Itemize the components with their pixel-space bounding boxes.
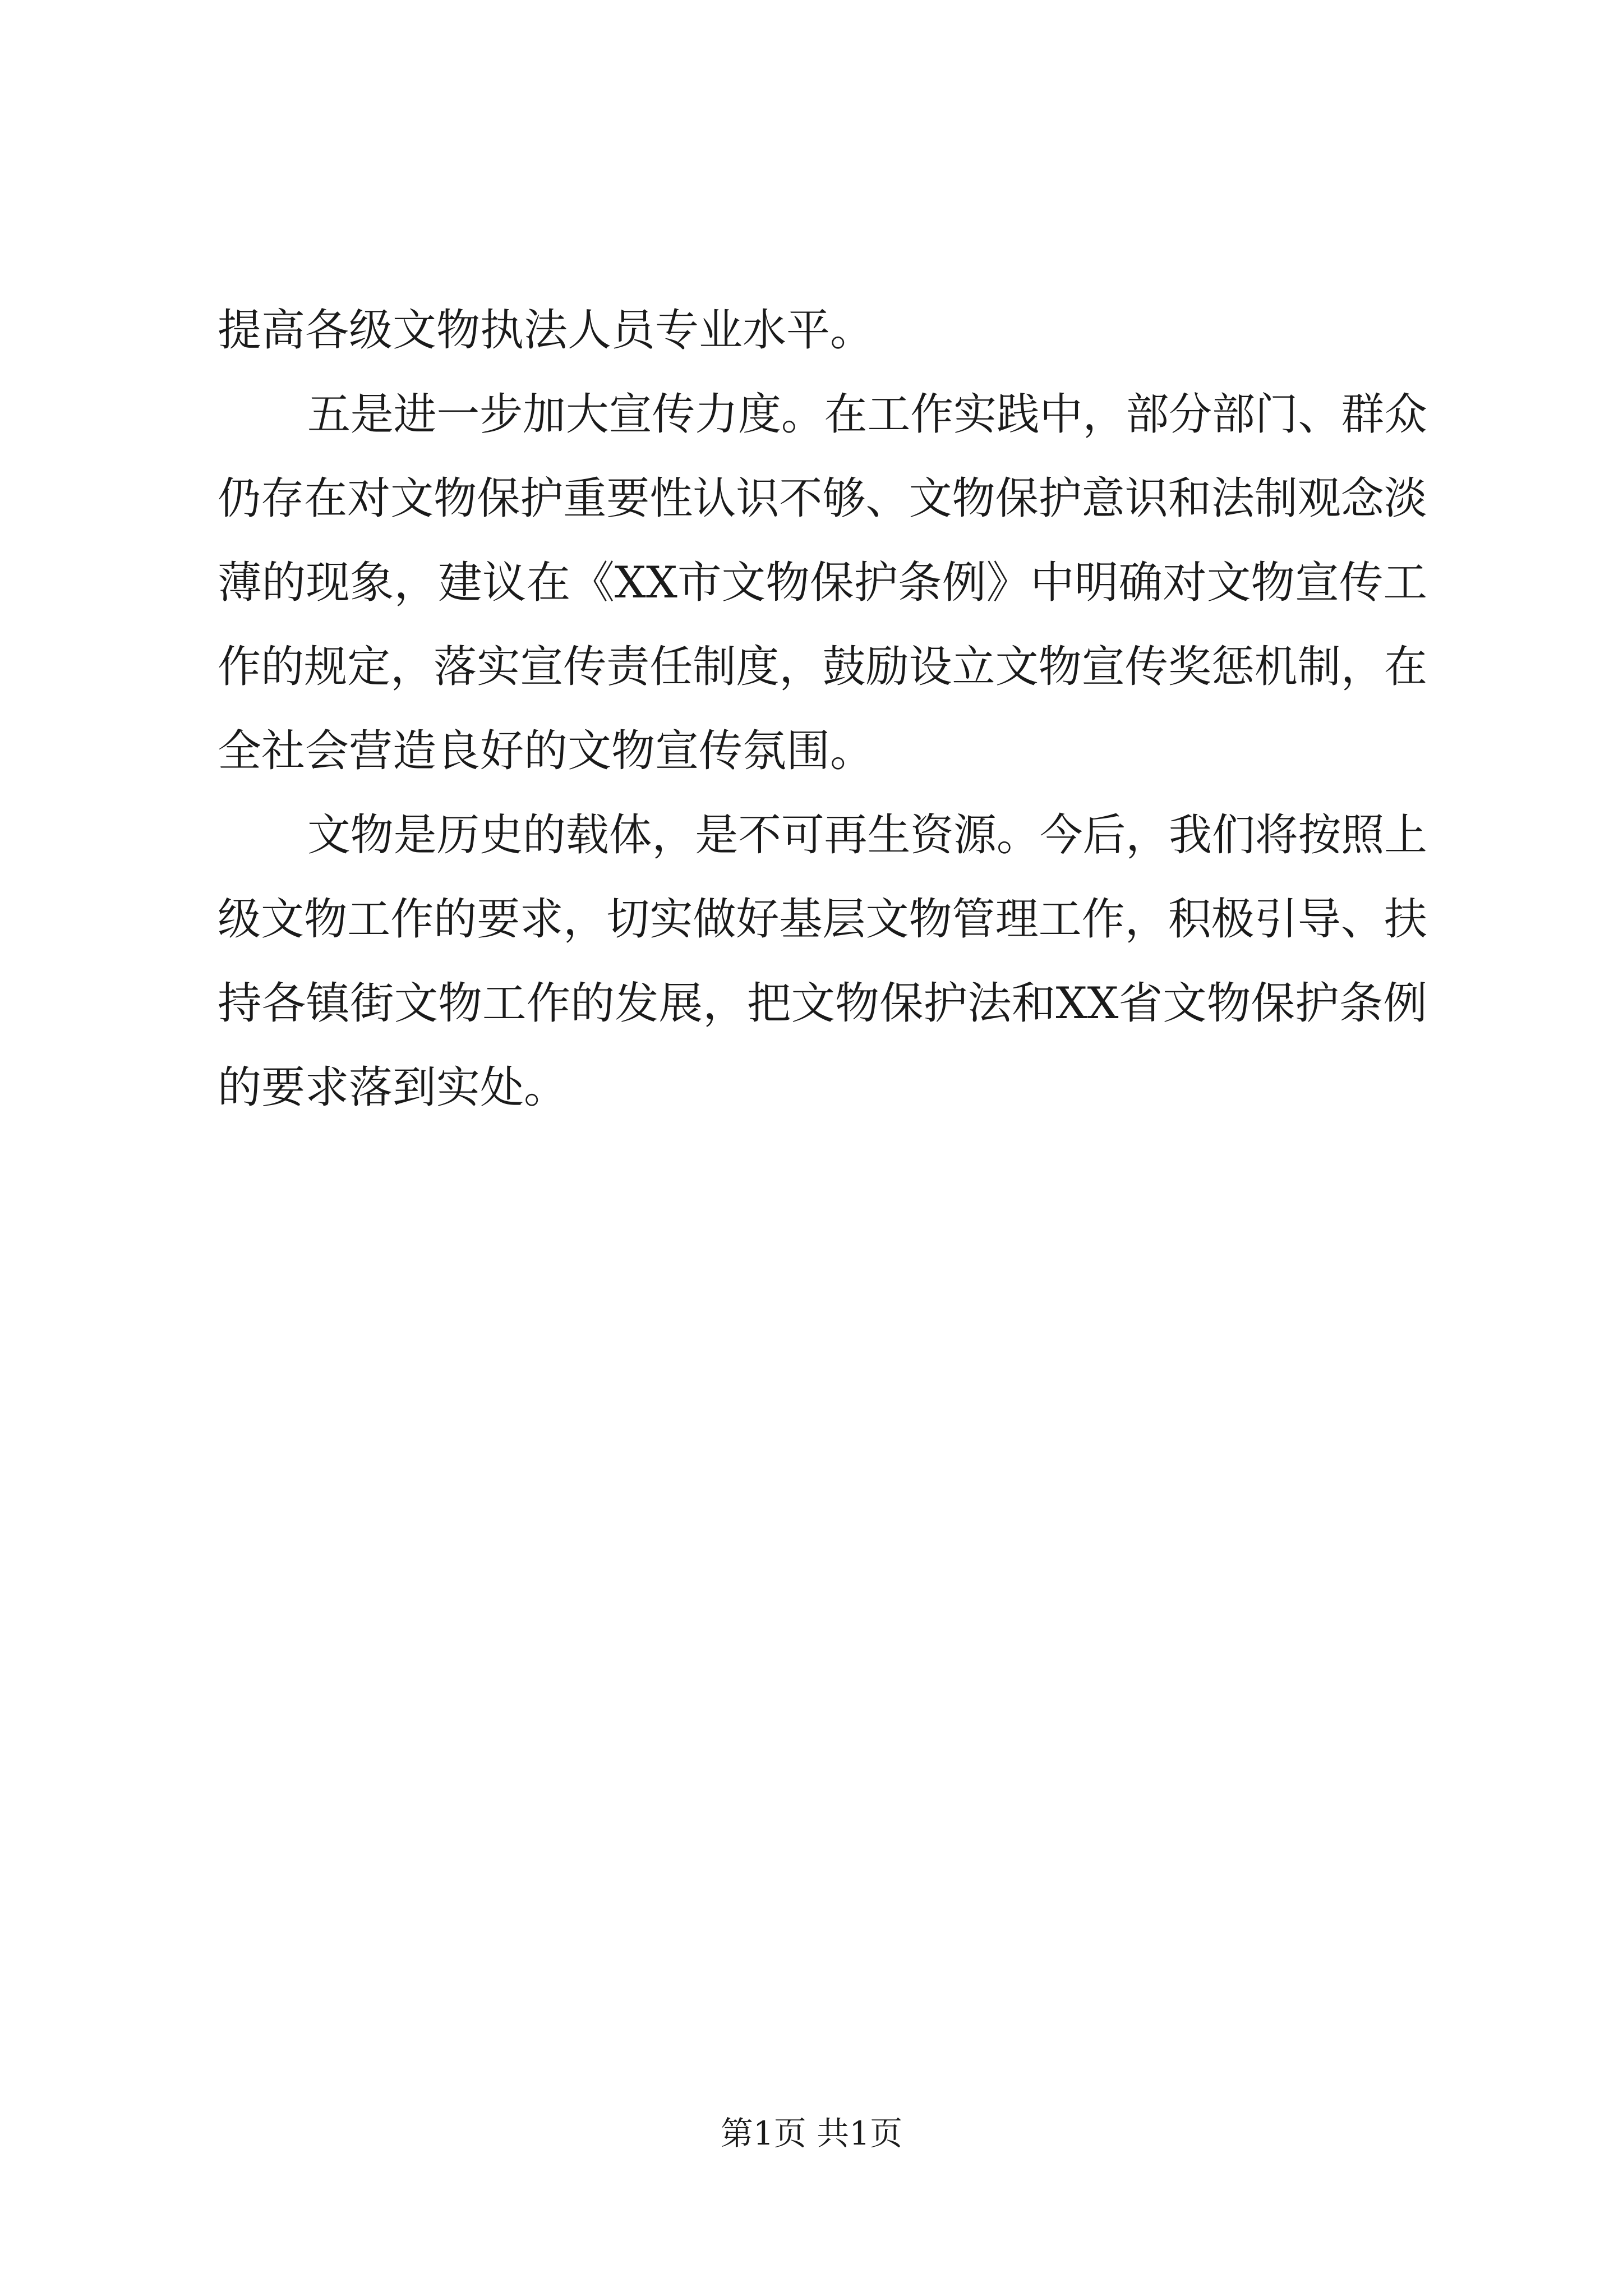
line-text: 提高各级文物执法人员专业水平。 xyxy=(218,305,874,356)
line-text: 的要求落到实处。 xyxy=(218,1062,568,1113)
text-line xyxy=(0,726,1623,819)
page-footer: 第1页 共1页 xyxy=(720,2114,903,2152)
text-line xyxy=(0,978,1623,1071)
line-text: 薄的现象，建议在《XX市文物保护条例》中明确对文物宣传工 xyxy=(218,558,1428,608)
line-text: 作的规定，落实宣传责任制度，鼓励设立文物宣传奖惩机制，在 xyxy=(218,642,1427,692)
text-line xyxy=(0,389,1623,482)
text-line xyxy=(0,1062,1623,1156)
line-text: 级文物工作的要求，切实做好基层文物管理工作，积极引导、扶 xyxy=(218,894,1427,945)
line-text: 全社会营造良好的文物宣传氛围。 xyxy=(218,726,874,776)
text-line xyxy=(0,558,1623,651)
line-text: 五是进一步加大宣传力度。在工作实践中，部分部门、群众 xyxy=(307,389,1427,440)
text-line xyxy=(0,642,1623,735)
line-text: 持各镇街文物工作的发展，把文物保护法和XX省文物保护条例 xyxy=(218,978,1428,1029)
text-line xyxy=(0,894,1623,987)
text-line xyxy=(0,473,1623,567)
line-text: 文物是历史的载体，是不可再生资源。今后，我们将按照上 xyxy=(307,810,1427,861)
text-line xyxy=(0,810,1623,903)
text-line xyxy=(0,305,1623,398)
line-text: 仍存在对文物保护重要性认识不够、文物保护意识和法制观念淡 xyxy=(218,473,1427,524)
